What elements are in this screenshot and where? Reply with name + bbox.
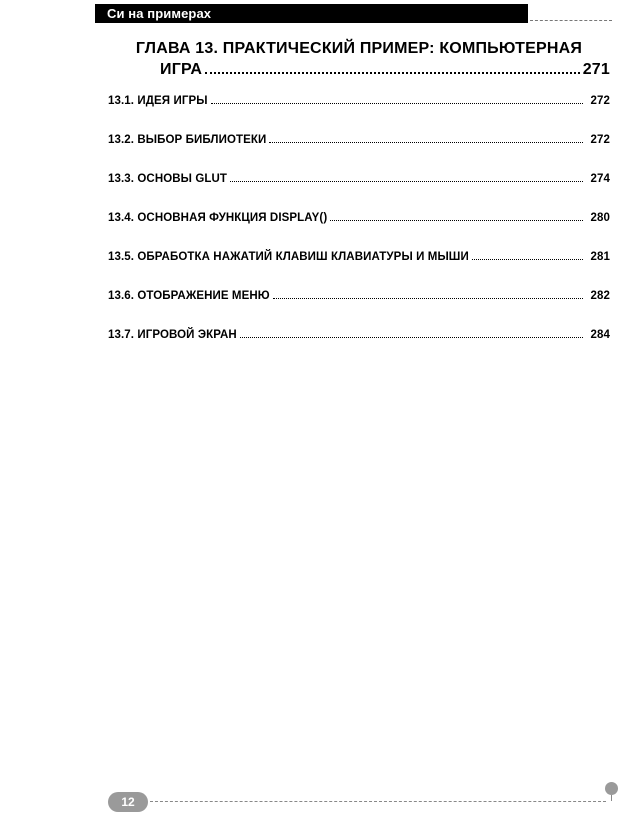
toc-entry-title: 13.7. ИГРОВОЙ ЭКРАН <box>108 329 237 341</box>
toc-entry[interactable] <box>108 212 610 251</box>
chapter-title-line2-row <box>160 59 610 80</box>
chapter-title-line1: ГЛАВА 13. ПРАКТИЧЕСКИЙ ПРИМЕР: КОМПЬЮТЕРНАЯ <box>135 40 583 57</box>
chapter-page-number: 271 <box>582 61 610 78</box>
toc-entry-page: 272 <box>590 95 610 107</box>
footer-divider <box>150 801 606 802</box>
toc-entry-page: 280 <box>590 212 610 224</box>
chapter-heading <box>108 38 610 80</box>
dot-leader <box>273 298 583 299</box>
toc-entry[interactable] <box>108 251 610 290</box>
toc-entry-page: 272 <box>590 134 610 146</box>
toc-entry[interactable] <box>108 290 610 329</box>
toc-entry-title: 13.6. ОТОБРАЖЕНИЕ МЕНЮ <box>108 290 270 302</box>
page-number-badge <box>108 792 148 812</box>
toc-entry-title: 13.2. ВЫБОР БИБЛИОТЕКИ <box>108 134 267 146</box>
footer-connector <box>611 795 612 801</box>
toc-entry[interactable] <box>108 95 610 134</box>
dot-leader <box>230 181 583 182</box>
toc-entry-page: 284 <box>590 329 610 341</box>
dot-leader <box>240 337 583 338</box>
running-header <box>95 4 528 23</box>
toc-entry-title: 13.3. ОСНОВЫ GLUT <box>108 173 228 185</box>
book-title: Си на примерах <box>107 6 212 21</box>
header-divider <box>530 20 612 21</box>
toc-entry-title: 13.5. ОБРАБОТКА НАЖАТИЙ КЛАВИШ КЛАВИАТУРЫ И МЫШИ <box>108 251 469 263</box>
toc-entry-page: 274 <box>590 173 610 185</box>
toc-entry-title: 13.1. ИДЕЯ ИГРЫ <box>108 95 208 107</box>
page-number: 12 <box>121 795 135 809</box>
toc-entry-page: 282 <box>590 290 610 302</box>
dot-leader <box>269 142 583 143</box>
toc-list <box>108 95 610 368</box>
dot-leader <box>330 220 583 221</box>
chapter-title-line2: ИГРА <box>160 61 203 78</box>
toc-entry[interactable] <box>108 134 610 173</box>
toc-entry[interactable] <box>108 173 610 212</box>
toc-entry-page: 281 <box>590 251 610 263</box>
toc-entry[interactable] <box>108 329 610 368</box>
dot-leader <box>205 72 580 74</box>
dot-leader <box>211 103 583 104</box>
toc-entry-title: 13.4. ОСНОВНАЯ ФУНКЦИЯ DISPLAY() <box>108 212 328 224</box>
dot-leader <box>472 259 583 260</box>
footer-dot-ornament <box>605 782 618 795</box>
